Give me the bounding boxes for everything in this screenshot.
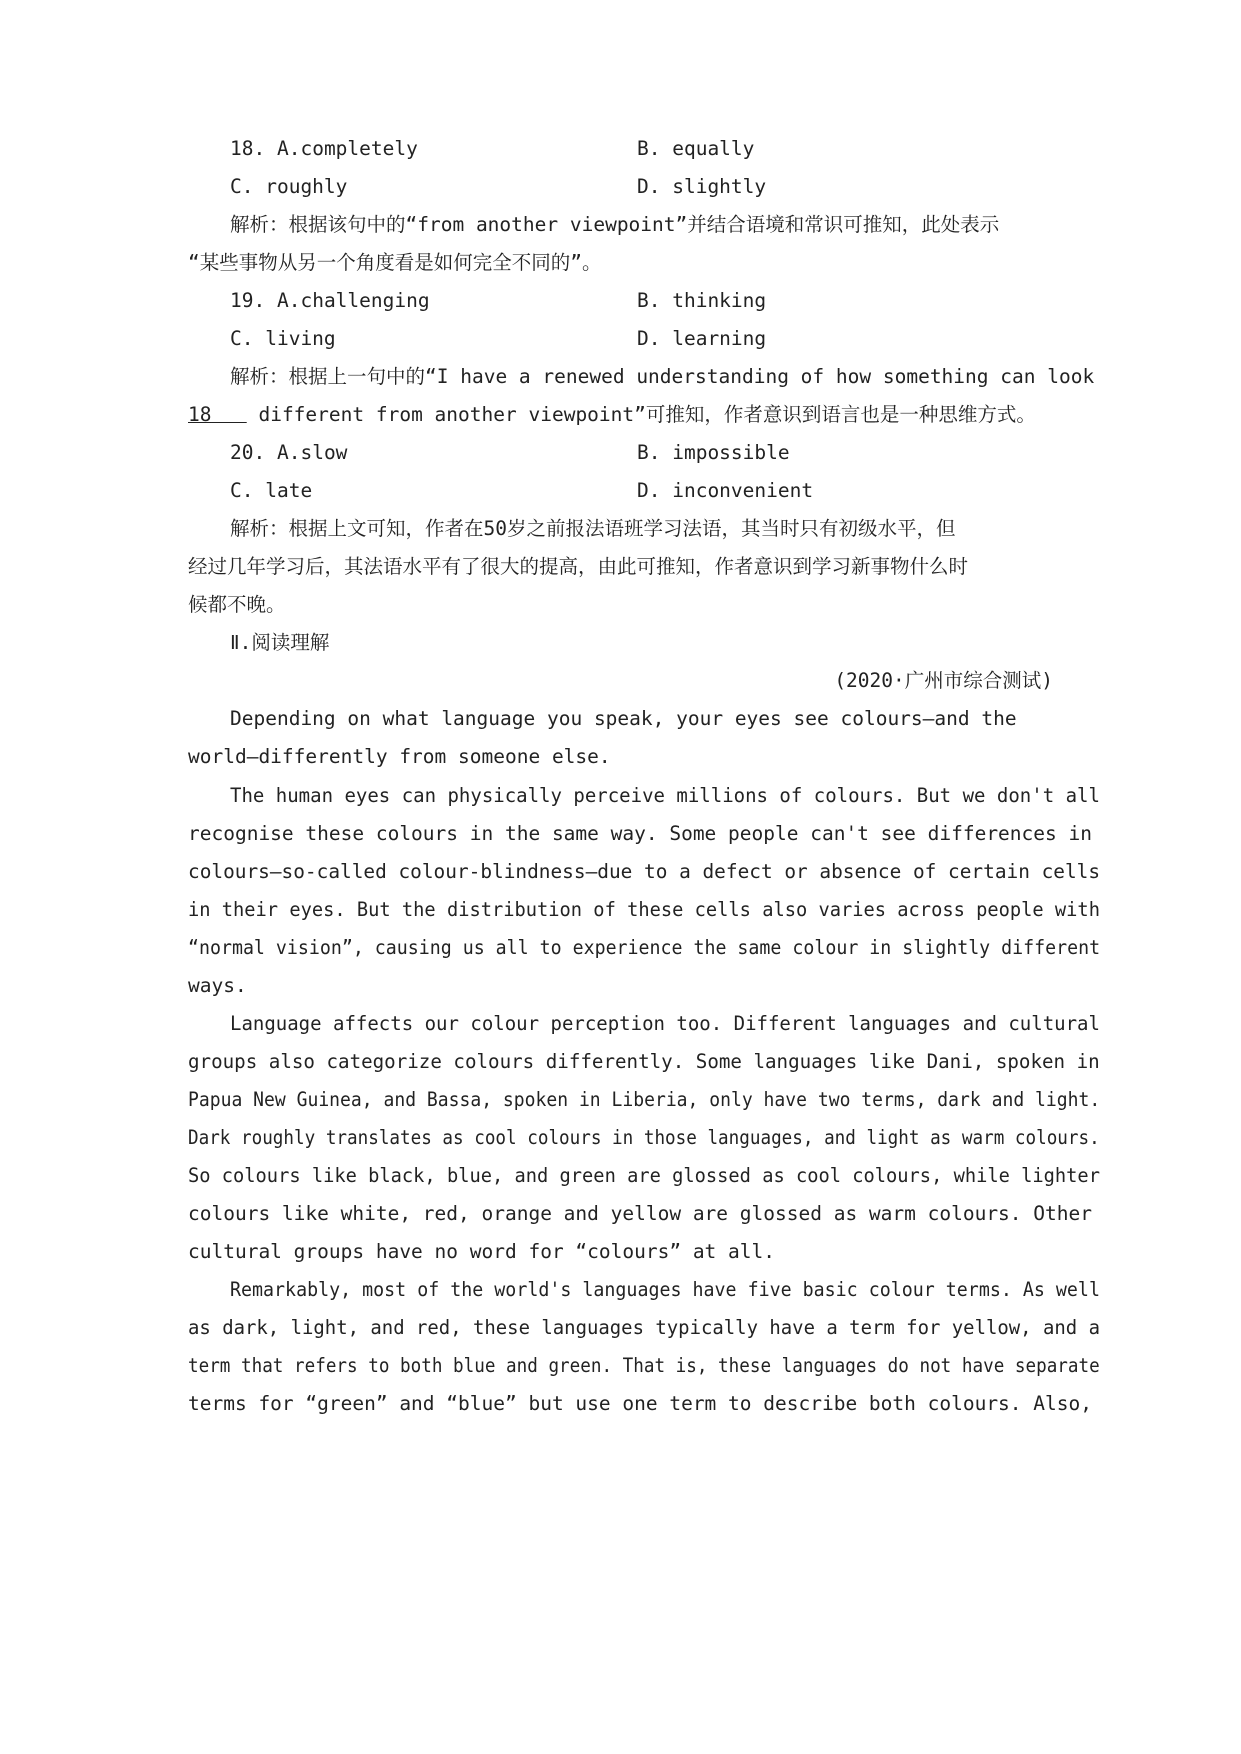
question-18-option-d: D. slightly: [637, 175, 767, 198]
passage-line: world—differently from someone else.: [188, 745, 611, 768]
question-19-analysis-line-2: 18 different from another viewpoint”可推知，作者意识到语言也是一种思维方式。: [188, 403, 1036, 426]
passage-line: Depending on what language you speak, your eyes see colours—and the: [230, 707, 1017, 730]
question-19-option-d: D. learning: [637, 327, 767, 350]
question-19-option-c: C. living: [230, 327, 336, 350]
question-19-option-a: 19. A.challenging: [230, 289, 430, 312]
passage-line: terms for “green” and “blue” but use one term to describe both colours. Also,: [188, 1392, 1092, 1415]
question-18-option-a: 18. A.completely: [230, 137, 418, 160]
passage-line: So colours like black, blue, and green are glossed as cool colours, while lighter: [188, 1164, 1100, 1187]
question-20-analysis-line-3: 候都不晚。: [188, 593, 286, 616]
question-19-option-b: B. thinking: [637, 289, 767, 312]
passage-line: groups also categorize colours differently. Some languages like Dani, spoken in: [188, 1050, 1100, 1073]
passage-line: colours—so-called colour-blindness—due to a defect or absence of certain cells: [188, 860, 1101, 883]
passage-line: term that refers to both blue and green. That is, these languages do not have separate: [188, 1354, 1100, 1377]
question-20-option-d: D. inconvenient: [637, 479, 814, 502]
passage-line: “normal vision”, causing us all to experience the same colour in slightly different: [188, 936, 1101, 959]
question-18-analysis-line-2: “某些事物从另一个角度看是如何完全不同的”。: [188, 251, 602, 274]
question-18-option-c: C. roughly: [230, 175, 348, 198]
passage-line: in their eyes. But the distribution of these cells also varies across people with: [188, 898, 1100, 921]
question-18-analysis-line-1: 解析：根据该句中的“from another viewpoint”并结合语境和常识可推知，此处表示: [230, 213, 1000, 236]
section-source: (2020·广州市综合测试): [834, 669, 1053, 692]
passage-line: Remarkably, most of the world's languages have five basic colour terms. As well: [230, 1278, 1100, 1301]
passage-line: as dark, light, and red, these languages typically have a term for yellow, and a: [188, 1316, 1100, 1339]
question-19-analysis-line-1: 解析：根据上一句中的“I have a renewed understanding of how something can look: [230, 365, 1095, 388]
passage-line: ways.: [188, 974, 247, 997]
passage-line: Dark roughly translates as cool colours in those languages, and light as warm colours.: [188, 1126, 1100, 1149]
question-20-analysis-line-1: 解析：根据上文可知，作者在50岁之前报法语班学习法语，其当时只有初级水平，但: [230, 517, 956, 540]
question-20-analysis-line-2: 经过几年学习后，其法语水平有了很大的提高，由此可推知，作者意识到学习新事物什么时: [188, 555, 969, 578]
question-20-option-b: B. impossible: [637, 441, 790, 464]
question-20-option-a: 20. A.slow: [230, 441, 348, 464]
passage-line: cultural groups have no word for “colours” at all.: [188, 1240, 775, 1263]
question-18-option-b: B. equally: [637, 137, 755, 160]
blank-18: 18: [188, 403, 212, 426]
question-20-option-c: C. late: [230, 479, 313, 502]
passage-line: Papua New Guinea, and Bassa, spoken in Liberia, only have two terms, dark and light.: [188, 1088, 1101, 1111]
passage-line: The human eyes can physically perceive millions of colours. But we don't all: [230, 784, 1100, 807]
section-title: Ⅱ.阅读理解: [230, 631, 330, 654]
passage-line: colours like white, red, orange and yellow are glossed as warm colours. Other: [188, 1202, 1092, 1225]
passage-line: Language affects our colour perception too. Different languages and cultural: [230, 1012, 1100, 1035]
passage-line: recognise these colours in the same way. Some people can't see differences in: [188, 822, 1092, 845]
